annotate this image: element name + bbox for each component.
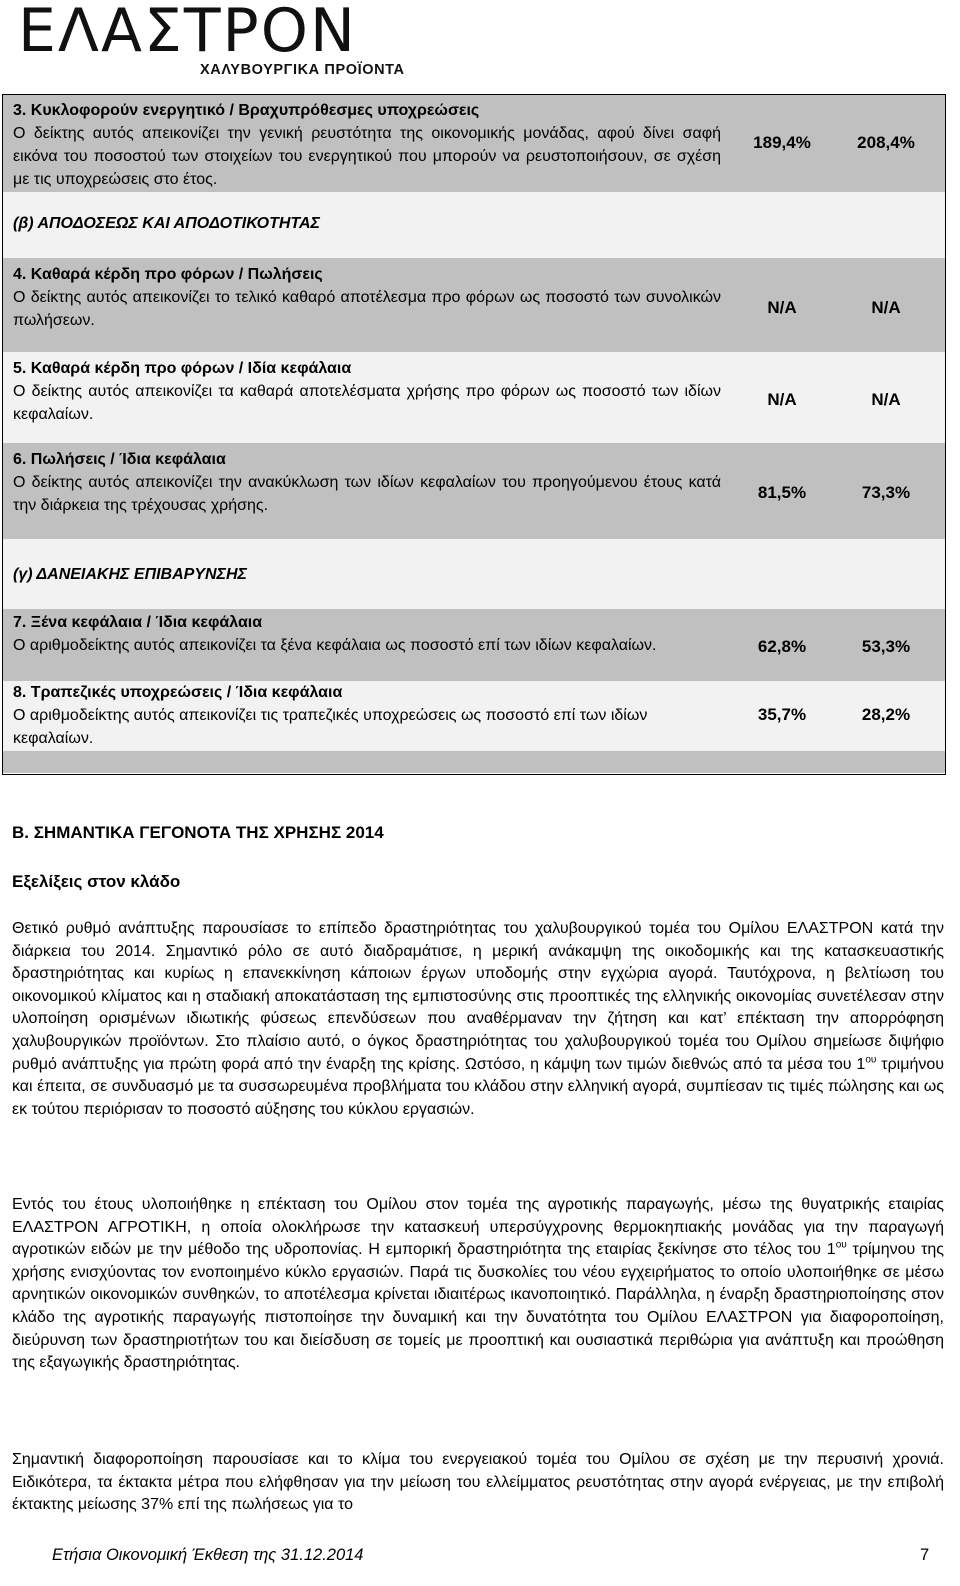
ratio-description: Ο δείκτης αυτός απεικονίζει το τελικό καθαρό αποτέλεσμα προ φόρων ως ποσοστό των συνολικών πωλήσεων. [13, 289, 721, 329]
ratio-value-2013: 53,3% [861, 637, 911, 656]
ratio-value-2013: N/A [871, 390, 901, 409]
ratio-value-2014: 189,4% [753, 133, 811, 152]
ratio-value-2014: 81,5% [757, 483, 807, 502]
paragraph-3: Σημαντική διαφοροποίηση παρουσίασε και το κλίμα του ενεργειακού τομέα του Ομίλου σε σχέση με την περυσινή χρονιά. Ειδικότερα, τα έκτακτα μέτρα που ελήφθησαν για την μείωση του ελλείμματος ρευστότητας στην αγορά ενέργειας, με την επιβολή έκτακτης μείωσης 37% επί της πωλήσεως για το [12, 1451, 944, 1514]
paragraph-text: τριμήνου και έπειτα, σε συνδυασμό με τα συσσωρευμένα προβλήματα του κλάδου στην ελληνική αγορά, συμπίεσαν τις τιμές πώλησης και ως εκ τούτου περιόρισαν το ποσοστό αύξησης του κύκλου εργασιών. [12, 1055, 944, 1118]
ratio-title: 8. Τραπεζικές υποχρεώσεις / Ίδια κεφάλαια [13, 684, 343, 701]
ratio-value-2014: 35,7% [757, 705, 807, 724]
ratio-value-2013: 28,2% [861, 705, 911, 724]
superscript: ου [835, 1239, 847, 1251]
ratio-title: 7. Ξένα κεφάλαια / Ίδια κεφάλαια [13, 614, 263, 631]
ratio-title: 4. Καθαρά κέρδη προ φόρων / Πωλήσεις [13, 266, 323, 283]
ratio-value-2014: 62,8% [757, 637, 807, 656]
paragraph-2 [12, 1194, 944, 1375]
ratio-description: Ο δείκτης αυτός απεικονίζει την ανακύκλωση των ιδίων κεφαλαίων του προηγούμενου έτους κατά την διάρκεια της τρέχουσας χρήσης. [13, 474, 721, 514]
section-row-c [3, 539, 945, 609]
ratio-row-3 [3, 95, 945, 192]
ratio-row-6 [3, 443, 945, 539]
ratio-row-8 [3, 681, 945, 751]
ratio-description: Ο αριθμοδείκτης αυτός απεικονίζει τα ξένα κεφάλαια ως ποσοστό επί των ιδίων κεφαλαίων. [13, 637, 657, 654]
paragraph-text: Εντός του έτους υλοποιήθηκε η επέκταση του Ομίλου στον τομέα της αγροτικής παραγωγής, μέσω της θυγατρικής εταιρίας ΕΛΑΣΤΡΟΝ ΑΓΡΟΤΙΚΗ, η οποία ολοκλήρωσε την κατασκευή υπερσύγχρονης θερμοκηπιακής μονάδας για την παραγωγή αγροτικών ειδών με την μέθοδο της υδροπονίας. Η εμπορική δραστηριότητα της εταιρίας ξεκίνησε στο τέλος του 1 [12, 1196, 944, 1259]
superscript: ου [865, 1054, 877, 1066]
ratio-value-2013: 208,4% [857, 133, 915, 152]
section-title: (γ) ΔΑΝΕΙΑΚΗΣ ΕΠΙΒΑΡΥΝΣΗΣ [13, 566, 247, 583]
ratio-value-2013: N/A [871, 298, 901, 317]
ratio-row-7 [3, 609, 945, 681]
logo-text: ΕΛΑΣΤΡΟΝ [18, 0, 357, 66]
section-row-b [3, 192, 945, 258]
subsection-heading: Εξελίξεις στον κλάδο [12, 872, 181, 891]
ratios-table [2, 94, 946, 775]
ratio-title: 3. Κυκλοφορούν ενεργητικό / Βραχυπρόθεσμες υποχρεώσεις [13, 102, 480, 119]
ratio-value-2014: N/A [767, 298, 797, 317]
section-heading: Β. ΣΗΜΑΝΤΙΚΑ ΓΕΓΟΝΟΤΑ ΤΗΣ ΧΡΗΣΗΣ 2014 [12, 823, 384, 842]
ratio-value-2014: N/A [767, 390, 797, 409]
company-logo [10, 0, 466, 82]
paragraph-text: τρίμηνου της χρήσης ενισχύοντας τον ενοποιημένο κύκλο εργασιών. Παρά τις δυσκολίες του νέου εγχειρήματος το οποίο υλοποιήθηκε σε μέσω αρνητικών οικονομικών συνθηκών, το αποτέλεσμα κρίνεται ιδιαιτέρως ικανοποιητικό. Παράλληλα, η έναρξη δραστηριοποίησης στον κλάδο της αγροτικής παραγωγής πιστοποίησε την δυναμική και την δυνατότητα του Ομίλου ΕΛΑΣΤΡΟΝ για διαφοροποίηση, διεύρυνση των δραστηριοτήτων του και διείσδυση σε τομείς με προοπτική και ουσιαστικά περιθώρια για ανάπτυξη και προώθηση της εξαγωγικής δραστηριότητας. [12, 1241, 945, 1372]
ratio-row-4 [3, 258, 945, 352]
ratio-title: 6. Πωλήσεις / Ίδια κεφάλαια [13, 451, 226, 468]
ratio-row-5 [3, 352, 945, 443]
ratio-description: Ο δείκτης αυτός απεικονίζει τα καθαρά αποτελέσματα χρήσης προ φόρων ως ποσοστό των ιδίων κεφαλαίων. [13, 383, 721, 423]
paragraph-text: Θετικό ρυθμό ανάπτυξης παρουσίασε το επίπεδο δραστηριότητας του χαλυβουργικού τομέα του Ομίλου ΕΛΑΣΤΡΟΝ κατά την διάρκεια του 2014. Σημαντικό ρόλο σε αυτό διαδραμάτισε, η μερική ανάκαμψη της οικοδομικής και της κατασκευαστικής δραστηριότητας και κυρίως η επανεκκίνηση κάποιων έργων υποδομής στην εγχώρια αγορά. Ταυτόχρονα, η βελτίωση του οικονομικού κλίματος και η σταδιακή αποκατάσταση της εμπιστοσύνης στις προοπτικές της ελληνικής οικονομίας συνετέλεσαν στην υλοποίηση ορισμένων ιδιωτικής φύσεως επενδύσεων που αναθέρμαναν την ζήτηση και κατ’ επέκταση την απορρόφηση χαλυβουργικών προϊόντων. Στο πλαίσιο αυτό, ο όγκος δραστηριότητας του χαλυβουργικού τομέα του Ομίλου σημείωσε διψήφιο ρυθμό ανάπτυξης για πρώτη φορά από την έναρξη της κρίσης. Ωστόσο, η κάμψη των τιμών διεθνώς από τα μέσα του 1 [12, 920, 944, 1073]
ratio-description: Ο αριθμοδείκτης αυτός απεικονίζει τις τραπεζικές υποχρεώσεις ως ποσοστό επί των ιδίων κεφαλαίων. [13, 707, 648, 747]
paragraph-1 [12, 918, 944, 1121]
table-bottom-band [3, 751, 945, 773]
ratio-value-2013: 73,3% [861, 483, 911, 502]
logo-subtitle: ΧΑΛΥΒΟΥΡΓΙΚΑ ΠΡΟΪΟΝΤΑ [200, 62, 405, 78]
page-number: 7 [920, 1546, 930, 1564]
footer-text: Ετήσια Οικονομική Έκθεση της 31.12.2014 [52, 1546, 364, 1564]
ratio-title: 5. Καθαρά κέρδη προ φόρων / Ιδία κεφάλαια [13, 360, 352, 377]
section-title: (β) ΑΠΟΔΟΣΕΩΣ ΚΑΙ ΑΠΟΔΟΤΙΚΟΤΗΤΑΣ [13, 215, 320, 232]
ratio-description: Ο δείκτης αυτός απεικονίζει την γενική ρευστότητα της οικονομικής μονάδας, αφού δίνει σαφή εικόνα του ποσοστού των στοιχείων του ενεργητικού που μπορούν να ρευστοποιήσουν, σε σχέση με τις υποχρεώσεις στο έτος. [13, 125, 721, 188]
